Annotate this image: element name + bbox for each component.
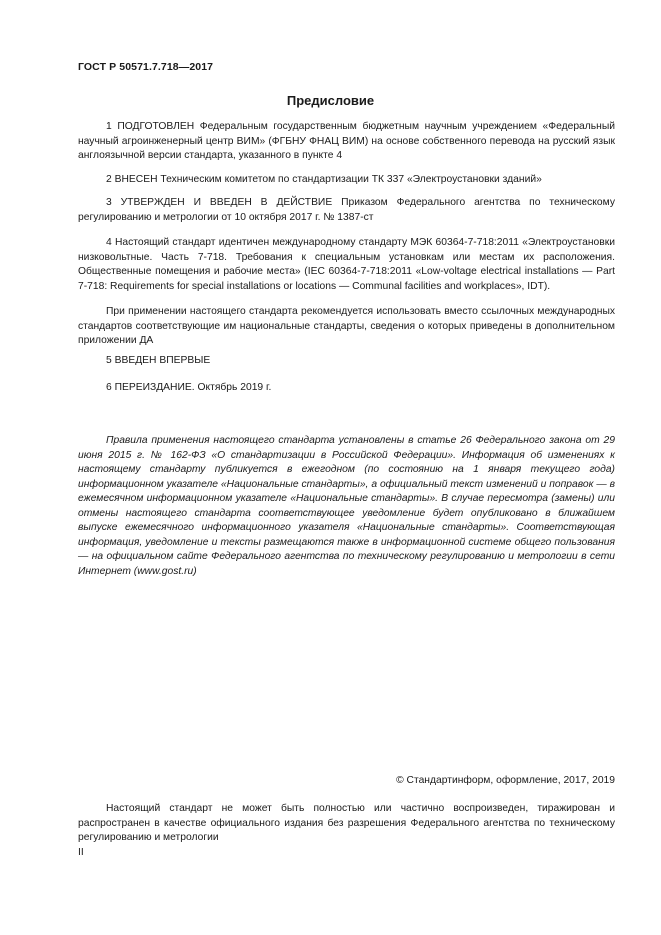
paragraph-introduced-text: 2 ВНЕСЕН Техническим комитетом по стандартизации ТК 337 «Электроустановки зданий» (106, 174, 542, 185)
paragraph-approved-text: 3 УТВЕРЖДЕН И ВВЕДЕН В ДЕЙСТВИЕ Приказом Федерального агентства по техническому регулированию и метрологии от 10 октября 2017 г. № 1387-ст (78, 197, 615, 223)
application-rules-notice (78, 434, 615, 579)
paragraph-identical-text: 4 Настоящий стандарт идентичен международному стандарту МЭК 60364-7-718:2011 «Электроустановки низковольтные. Часть 7-718. Требования к специальным установкам или местам их расположения. Общественные помещения и рабочие места» (IEC 60364-7-718:2011 «Low-voltage electrical installations — Part 7-718: Requirements for special installations or locations — Communal facilities and workplaces», IDT). (78, 237, 615, 292)
application-rules-notice-text: Правила применения настоящего стандарта установлены в статье 26 Федерального закона от 29 июня 2015 г. № 162-ФЗ «О стандартизации в Российской Федерации». Информация об изменениях к настоящему стандарту публикуется в ежегодном (по состоянию на 1 января текущего года) информационном указателе «Национальные стандарты», а официальный текст изменений и поправок — в ежемесячном информационном указателе «Национальные стандарты». В случае пересмотра (замены) или отмены настоящего стандарта соответствующее уведомление будет опубликовано в ближайшем выпуске ежемесячного информационного указателя «Национальные стандарты». Соответствующая информация, уведомление и тексты размещаются также в информационной системе общего пользования — на официальном сайте Федерального агентства по техническому регулированию и метрологии в сети Интернет (www.gost.ru) (78, 435, 615, 577)
paragraph-introduced (78, 173, 615, 188)
page-number: II (78, 847, 84, 858)
standard-id: ГОСТ Р 50571.7.718—2017 (78, 61, 214, 73)
reproduction-notice (78, 802, 615, 846)
page-title: Предисловие (286, 93, 375, 108)
paragraph-first-introduced (78, 354, 615, 369)
paragraph-references-text: При применении настоящего стандарта рекомендуется использовать вместо ссылочных международных стандартов соответствующие им национальные стандарты, сведения о которых приведены в дополнительном приложении ДА (78, 306, 615, 346)
reproduction-notice-text: Настоящий стандарт не может быть полностью или частично воспроизведен, тиражирован и распространен в качестве официального издания без разрешения Федерального агентства по техническому регулированию и метрологии (78, 803, 615, 843)
copyright: © Стандартинформ, оформление, 2017, 2019 (396, 775, 615, 786)
paragraph-reissue-text: 6 ПЕРЕИЗДАНИЕ. Октябрь 2019 г. (106, 382, 272, 393)
paragraph-identical (78, 236, 615, 294)
paragraph-references (78, 305, 615, 349)
paragraph-prepared-text: 1 ПОДГОТОВЛЕН Федеральным государственным бюджетным научным учреждением «Федеральный научный агроинженерный центр ВИМ» (ФГБНУ ФНАЦ ВИМ) на основе собственного перевода на русский язык англоязычной версии стандарта, указанного в пункте 4 (78, 121, 615, 161)
paragraph-reissue (78, 381, 615, 396)
paragraph-prepared (78, 120, 615, 164)
paragraph-first-introduced-text: 5 ВВЕДЕН ВПЕРВЫЕ (106, 355, 211, 366)
paragraph-approved (78, 196, 615, 225)
